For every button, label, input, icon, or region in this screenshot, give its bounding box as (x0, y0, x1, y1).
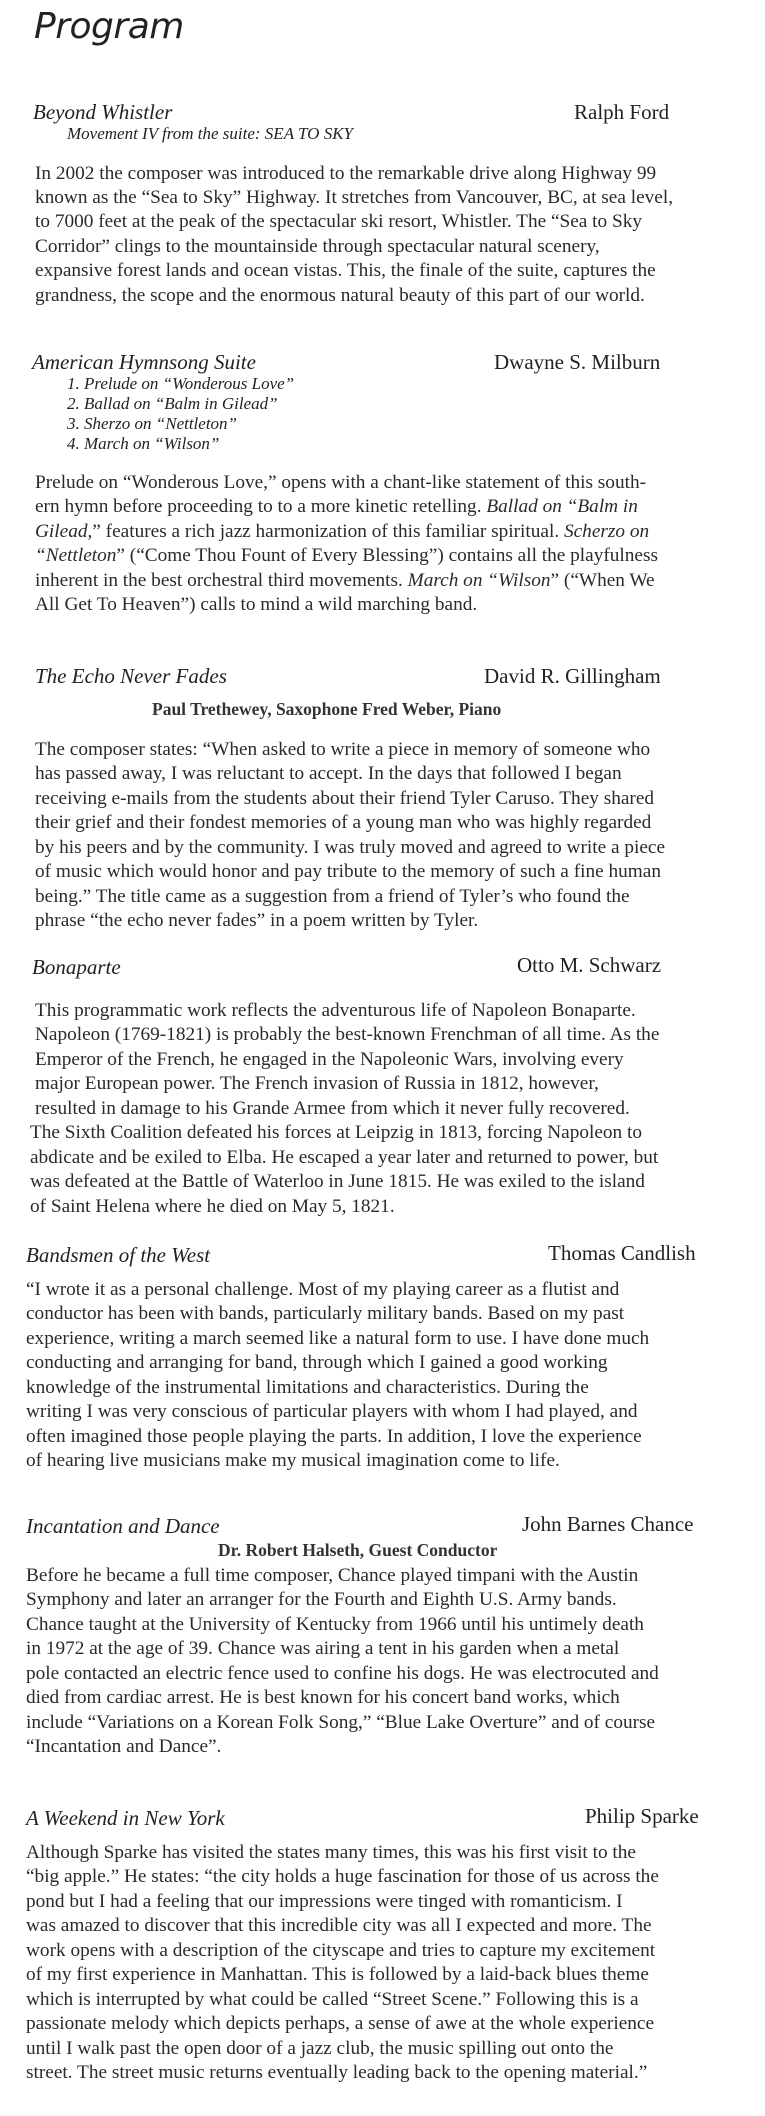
note-line: was amazed to discover that this incredible city was all I expected and more. The (26, 1915, 652, 1936)
note-line: include “Variations on a Korean Folk Song,” “Blue Lake Overture” and of course (26, 1712, 656, 1733)
piece-title: American Hymnsong Suite (32, 350, 256, 374)
note-line: until I walk past the open door of a jazz club, the music spilling out onto the (26, 2038, 614, 2059)
note-line: Corridor” clings to the mountainside through spectacular natural scenery, (35, 236, 600, 257)
note-line: Prelude on “Wonderous Love,” opens with a chant-like statement of this south- (35, 472, 647, 493)
composer-name: John Barnes Chance (522, 1512, 694, 1536)
note-line: in 1972 at the age of 39. Chance was airing a tent in his garden when a metal (26, 1638, 620, 1659)
note-line: often imagined those people playing the parts. In addition, I love the experience (26, 1426, 642, 1447)
note-line: Emperor of the French, he engaged in the Napoleonic Wars, involving every (35, 1049, 624, 1070)
composer-name: Otto M. Schwarz (517, 953, 662, 977)
note-line (35, 497, 638, 516)
note-text: inherent in the best orchestral third movements. (35, 570, 408, 591)
note-line (35, 522, 649, 541)
note-line (35, 571, 655, 590)
note-text: ern hymn before proceeding to to a more kinetic retelling. (35, 496, 487, 517)
note-line: knowledge of the instrumental limitations and characteristics. During the (26, 1377, 589, 1398)
note-line: conductor has been with bands, particularly military bands. Based on my past (26, 1303, 625, 1324)
note-line: Symphony and later an arranger for the Fourth and Eighth U.S. Army bands. (26, 1589, 617, 1610)
note-line: known as the “Sea to Sky” Highway. It stretches from Vancouver, BC, at sea level, (35, 187, 674, 208)
note-line: receiving e-mails from the students about their friend Tyler Caruso. They shared (35, 788, 655, 809)
performers: Dr. Robert Halseth, Guest Conductor (218, 1540, 498, 1560)
note-line: Napoleon (1769-1821) is probably the best-known Frenchman of all time. As the (35, 1024, 660, 1045)
piece-title: Beyond Whistler (33, 100, 173, 124)
note-line: their grief and their fondest memories of a young man who was highly regarded (35, 812, 652, 833)
note-line: The composer states: “When asked to write a piece in memory of someone who (35, 739, 651, 760)
note-line: of my first experience in Manhattan. This is followed by a laid-back blues theme (26, 1964, 649, 1985)
note-line: street. The street music returns eventually leading back to the opening material.” (26, 2062, 648, 2083)
note-line: In 2002 the composer was introduced to the remarkable drive along Highway 99 (35, 163, 657, 184)
note-line: “I wrote it as a personal challenge. Most of my playing career as a flutist and (26, 1279, 620, 1300)
movement-item: 2. Ballad on “Balm in Gilead” (67, 394, 278, 413)
note-line: pond but I had a feeling that our impressions were tinged with romanticism. I (26, 1891, 623, 1912)
note-line: being.” The title came as a suggestion from a friend of Tyler’s who found the (35, 886, 630, 907)
piece-title: Bonaparte (32, 955, 121, 979)
composer-name: Thomas Candlish (548, 1241, 696, 1265)
note-italic-text: March on “Wilson (407, 570, 551, 591)
note-line: phrase “the echo never fades” in a poem written by Tyler. (35, 910, 479, 931)
piece-title: Bandsmen of the West (26, 1243, 211, 1267)
note-line: which is interrupted by what could be called “Street Scene.” Following this is a (26, 1989, 639, 2010)
note-line: This programmatic work reflects the adventurous life of Napoleon Bonaparte. (35, 1000, 636, 1021)
movement-item: 4. March on “Wilson” (67, 434, 220, 453)
page-title: Program (34, 6, 184, 47)
note-line: major European power. The French invasion of Russia in 1812, however, (35, 1073, 599, 1094)
piece-subtitle: Movement IV from the suite: SEA TO SKY (67, 124, 353, 143)
composer-name: Dwayne S. Milburn (494, 350, 661, 374)
note-line (35, 546, 658, 565)
note-line: Before he became a full time composer, Chance played timpani with the Austin (26, 1565, 639, 1586)
composer-name: Philip Sparke (585, 1804, 699, 1828)
note-italic-text: Scherzo on (563, 521, 650, 542)
note-line: died from cardiac arrest. He is best known for his concert band works, which (26, 1687, 620, 1708)
note-line: Chance taught at the University of Kentucky from 1966 until his untimely death (26, 1614, 644, 1635)
note-italic-text: Gilead (35, 521, 88, 542)
note-line: work opens with a description of the cityscape and tries to capture my excitement (26, 1940, 656, 1961)
piece-title: A Weekend in New York (26, 1806, 225, 1830)
note-line: has passed away, I was reluctant to accept. In the days that followed I began (35, 763, 622, 784)
note-line: pole contacted an electric fence used to confine his dogs. He was electrocuted and (26, 1663, 659, 1684)
note-line: of music which would honor and pay tribute to the memory of such a fine human (35, 861, 661, 882)
note-italic-text: Ballad on “Balm in (486, 496, 638, 517)
piece-title: Incantation and Dance (26, 1514, 220, 1538)
note-italic-text: “Nettleton (35, 545, 117, 566)
movement-item: 1. Prelude on “Wonderous Love” (67, 374, 295, 393)
note-line: conducting and arranging for band, through which I gained a good working (26, 1352, 608, 1373)
piece-title: The Echo Never Fades (35, 664, 227, 688)
note-line: of hearing live musicians make my musical imagination come to life. (26, 1450, 560, 1471)
composer-name: Ralph Ford (574, 100, 670, 124)
note-line: The Sixth Coalition defeated his forces at Leipzig in 1813, forcing Napoleon to (30, 1122, 643, 1143)
note-text: ” (“Come Thou Fount of Every Blessing”) contains all the playfulness (116, 545, 658, 566)
note-line: passionate melody which depicts perhaps, a sense of awe at the whole experience (26, 2013, 655, 2034)
movement-item: 3. Sherzo on “Nettleton” (67, 414, 238, 433)
note-line: was defeated at the Battle of Waterloo in June 1815. He was exiled to the island (30, 1171, 645, 1192)
performers: Paul Trethewey, Saxophone Fred Weber, Piano (152, 699, 502, 719)
note-line: “Incantation and Dance”. (26, 1736, 222, 1757)
note-line: to 7000 feet at the peak of the spectacular ski resort, Whistler. The “Sea to Sky (35, 211, 643, 232)
note-text: ,” features a rich jazz harmonization of this familiar spiritual. (87, 521, 564, 542)
note-line: abdicate and be exiled to Elba. He escaped a year later and returned to power, but (30, 1147, 659, 1168)
note-line: “big apple.” He states: “the city holds a huge fascination for those of us across the (26, 1866, 659, 1887)
note-line: grandness, the scope and the enormous natural beauty of this part of our world. (35, 285, 645, 306)
note-line: of Saint Helena where he died on May 5, 1821. (30, 1196, 395, 1217)
note-line: All Get To Heaven”) calls to mind a wild marching band. (35, 594, 478, 615)
note-line: Although Sparke has visited the states many times, this was his first visit to the (26, 1842, 636, 1863)
composer-name: David R. Gillingham (484, 664, 661, 688)
note-line: writing I was very conscious of particular players with whom I had played, and (26, 1401, 638, 1422)
note-line: experience, writing a march seemed like a natural form to use. I have done much (26, 1328, 650, 1349)
note-line: expansive forest lands and ocean vistas. This, the finale of the suite, captures the (35, 260, 656, 281)
note-line: resulted in damage to his Grande Armee from which it never fully recovered. (35, 1098, 630, 1119)
note-line: by his peers and by the community. I was truly moved and agreed to write a piece (35, 837, 666, 858)
note-text: ” (“When We (550, 570, 655, 591)
